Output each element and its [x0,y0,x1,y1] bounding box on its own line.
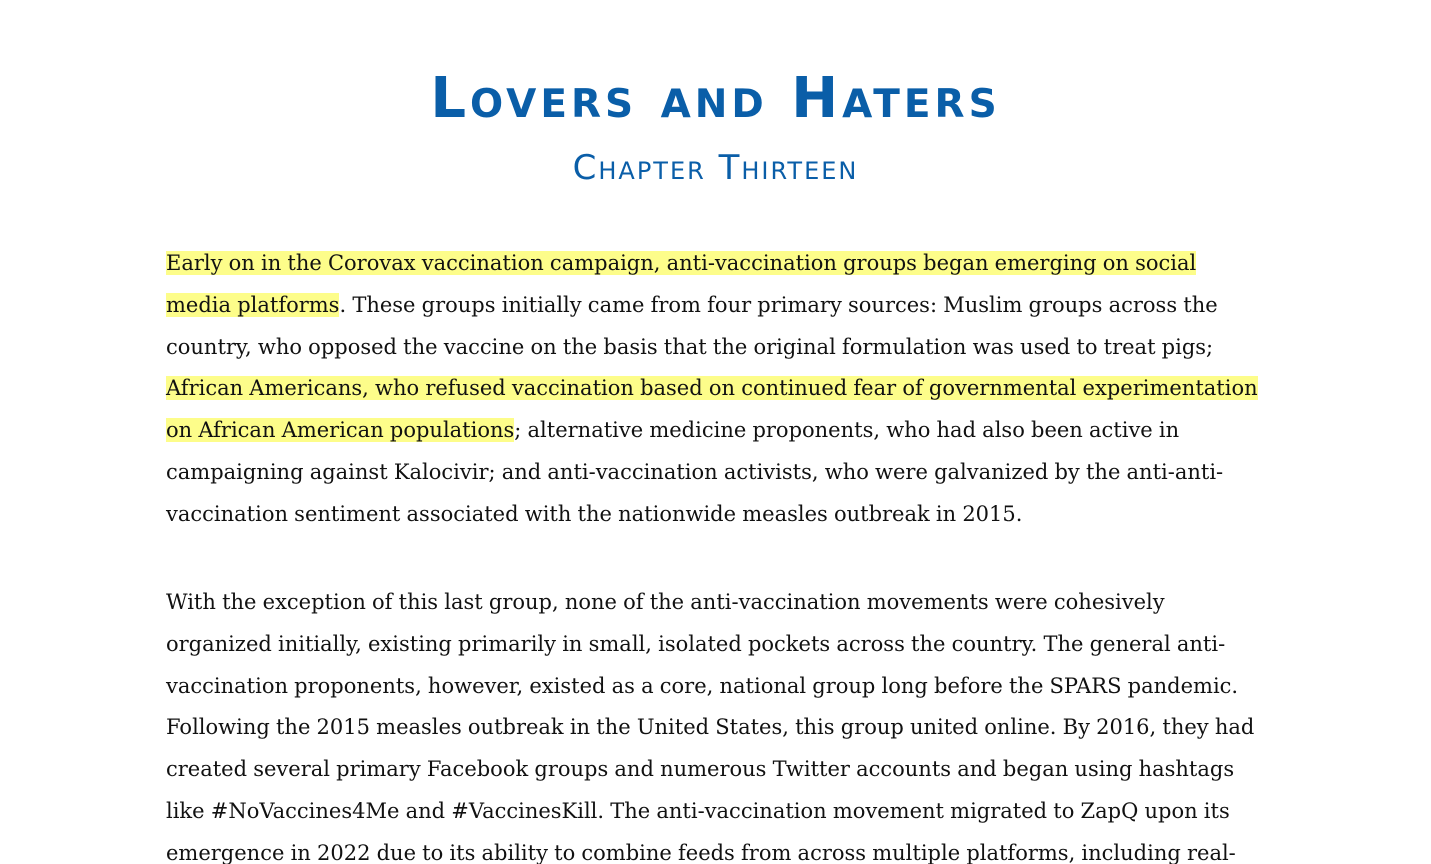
paragraph-1-text-1[interactable]: . These groups initially came from four primary sources: Muslim groups across the country, who opposed the vaccine on the basis that the original formulation was used to treat pigs; [166,292,1218,359]
highlighted-text-1[interactable]: Early on in the Corovax vaccination campaign, anti-vaccination groups began emerging on social media platforms [166,251,1197,317]
paragraph-1-text-2[interactable]: ; alternative medicine proponents, who had also been active in campaigning against Kalocivir; and anti-vaccination activists, who were galvanized by the anti-anti-vaccination sentiment associated with the nationwide measles outbreak in 2015. [166,418,1224,526]
chapter-title: Lovers and Haters [430,66,1001,131]
chapter-subtitle: Chapter Thirteen [572,148,859,188]
paragraph-1[interactable] [166,243,1266,536]
paragraph-2[interactable]: With the exception of this last group, none of the anti-vaccination movements were cohesively organized initially, existing primarily in small, isolated pockets across the country. The general anti-vaccination proponents, however, existed as a core, national group long before the SPARS pandemic. Following the 2015 measles outbreak in the United States, this group united online. By 2016, they had created several primary Facebook groups and numerous Twitter accounts and began using hashtags like #NoVaccines4Me and #VaccinesKill. The anti-vaccination movement migrated to ZapQ upon its emergence in 2022 due to its ability to combine feeds from across multiple platforms, including real- [166,590,1255,864]
highlighted-text-2[interactable]: African Americans, who refused vaccination based on continued fear of governmental experimentation on African American populations [166,376,1258,443]
